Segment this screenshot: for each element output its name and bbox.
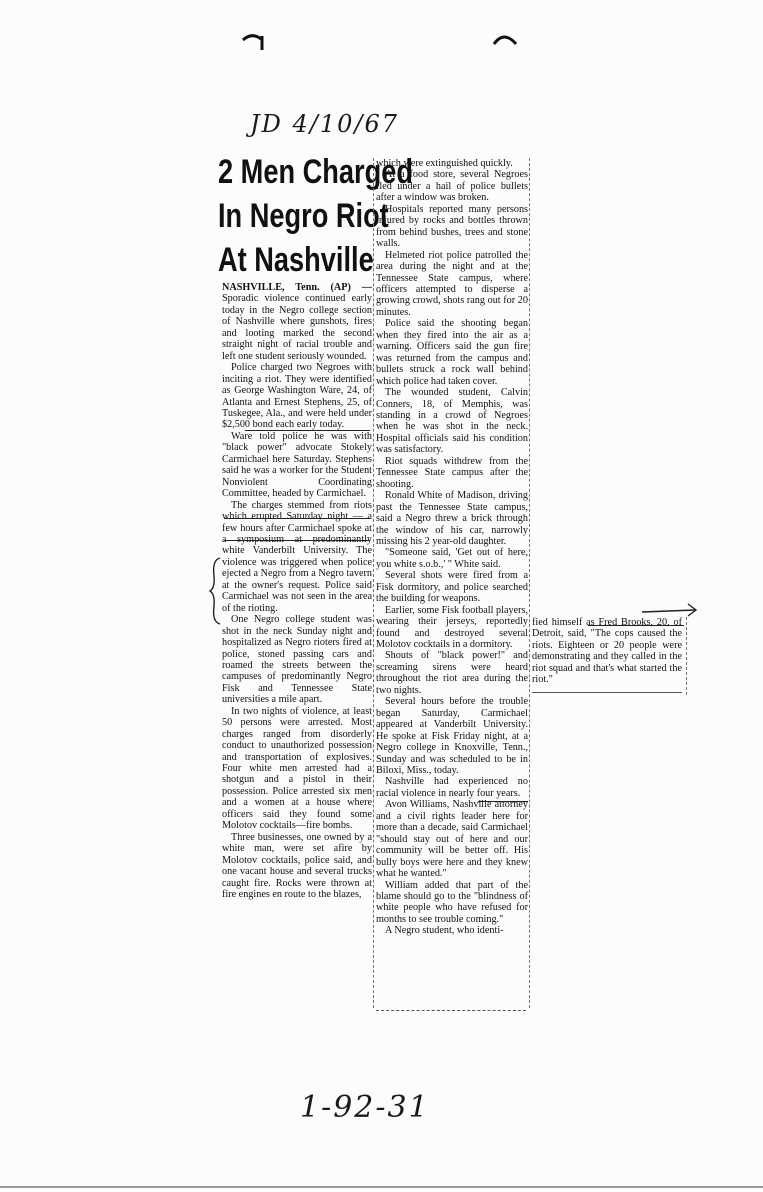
paragraph: Riot squads withdrew from the Tennessee State campus after the shooting. — [376, 455, 528, 490]
headline-line: 2 Men Charged — [218, 153, 413, 191]
paragraph: Several hours before the trouble began Saturday, Carmichael appeared at Vanderbilt University. He spoke at Fisk Friday night, at a Negro college in Knoxville, Tenn., Sunday and was scheduled to be in Biloxi, Miss., today. — [376, 696, 528, 777]
paragraph: Earlier, some Fisk football players, wearing their jerseys, reportedly found and destroyed several Molotov cocktails in a dormitory. — [376, 604, 528, 651]
punch-hole-mark-right — [492, 30, 518, 52]
paragraph: At a food store, several Negroes fled under a hail of police bullets after a window was broken. — [376, 169, 528, 204]
paragraph: Helmeted riot police patrolled the area during the night and at the Tennessee State campus, where officers attempted to disperse a growing crowd, shots rang out for 20 minutes. — [376, 249, 528, 318]
headline — [218, 150, 413, 282]
headline-line: In Negro Riot — [218, 197, 389, 235]
paragraph: In two nights of violence, at least 50 persons were arrested. Most charges ranged from disorderly conduct to unauthorized possession and transportation of explosives. Four white men arrested had a shotgun and a pistol in their possession. Police arrested six men and a women at a house where officers said they found some Molotov cocktails—fire bombs. — [222, 705, 372, 832]
dateline: NASHVILLE, Tenn. (AP) — — [222, 282, 372, 293]
pen-underline — [245, 430, 370, 431]
paragraph-text: Sporadic violence continued early today in the Negro college section of Nashville where gunshots, fires and looting marked the second straight night of racial trouble and left one student seriously wounded. — [222, 293, 372, 362]
paragraph: The charges stemmed from riots which erupted Saturday night — a few hours after Carmichael spoke at a symposium at predominantly white Vanderbilt University. The violence was triggered when police ejected a Negro from a Negro tavern at the owner's request. Police said Carmichael was not seen in the area of the rioting. — [222, 499, 372, 614]
paragraph: Several shots were fired from a Fisk dormitory, and police searched the building for weapons. — [376, 570, 528, 605]
paragraph: One Negro college student was shot in the neck Sunday night and hospitalized as Negro rioters fired at police, stoned passing cars and roamed the streets between the campuses of predominantly Negro Fisk and Tennessee State universities a mile apart. — [222, 614, 372, 706]
pen-arrow-mark — [640, 600, 700, 622]
paragraph: Three businesses, one owned by a white man, were set afire by Molotov cocktails, police said, and one vacant house and several trucks caught fire. Rocks were thrown at fire engines en route to the blazes, — [222, 831, 372, 901]
paragraph: Ware told police he was with "black power" advocate Stokely Carmichael here Saturday. Stephens said he was a worker for the Student Nonviolent Coordinating Committee, headed by Carmichael. — [222, 430, 372, 500]
column-rule — [529, 158, 530, 1008]
handwritten-serial-number: 1-92-31 — [300, 1090, 430, 1125]
article-column-1 — [222, 282, 372, 982]
clipping-edge — [376, 1010, 526, 1011]
clipping-edge — [532, 692, 682, 693]
pen-underline — [224, 540, 370, 541]
pen-underline — [224, 518, 370, 519]
punch-hole-mark-left — [240, 30, 266, 52]
page-bottom-edge — [0, 1186, 763, 1188]
article-column-3 — [532, 617, 682, 687]
paragraph: The wounded student, Calvin Conners, 18, of Memphis, was standing in a crowd of Negroes when he was shot in the neck. Hospital officials said his condition was satisfactory. — [376, 387, 528, 456]
paragraph: Police said the shooting began when they fired into the air as a warning. Officers said the gun fire was returned from the campus and bullets struck a rock wall behind which police had taken cover. — [376, 318, 528, 387]
paragraph: which were extinguished quickly. — [376, 158, 513, 169]
paragraph: Ronald White of Madison, driving past the Tennessee State campus, said a Negro threw a brick through the window of his car, narrowly missing his 2 year-old daughter. — [376, 490, 528, 547]
paragraph: Avon Williams, Nashville attorney and a civil rights leader here for more than a decade, said Carmichael "should stay out of here and our community will be better off. His bully boys were here and they knew what he wanted." — [376, 799, 528, 880]
paragraph: Hospitals reported many persons injured by rocks and bottles thrown from behind bushes, trees and stone walls. — [376, 203, 528, 250]
handwritten-date: JD 4/10/67 — [250, 110, 400, 138]
article-column-2 — [376, 158, 528, 1008]
paragraph — [222, 282, 372, 362]
paragraph: Shouts of "black power!" and screaming sirens were heard throughout the riot area during the two nights. — [376, 650, 528, 696]
headline-line: At Nashville — [218, 241, 374, 279]
paragraph: Police charged two Negroes with inciting a riot. They were identified as George Washington Ware, 24, of Atlanta and Ernest Stephens, 25, of Tuskegee, Ala., and were held under $2,500 bond each early today. — [222, 362, 372, 431]
pen-bracket-mark — [208, 556, 222, 626]
column-rule — [686, 617, 687, 695]
paragraph: A Negro student, who identi- — [385, 925, 504, 937]
column-rule — [373, 158, 374, 1008]
paragraph: William added that part of the blame should go to the "blindness of white people who have refused for months to see trouble coming." — [376, 879, 528, 925]
pen-underline — [478, 801, 528, 802]
paragraph: "Someone said, 'Get out of here, you white s.o.b.,' " White said. — [376, 547, 528, 570]
paragraph: fied himself as Fred Brooks, 20, of Detroit, said, "The cops caused the riots. Eighteen or 20 people were demonstrating and they called in the riot squad and that's what started the riot." — [532, 617, 682, 686]
pen-underline — [588, 625, 684, 626]
paragraph: Nashville had experienced no racial violence in nearly four years. — [376, 776, 528, 799]
